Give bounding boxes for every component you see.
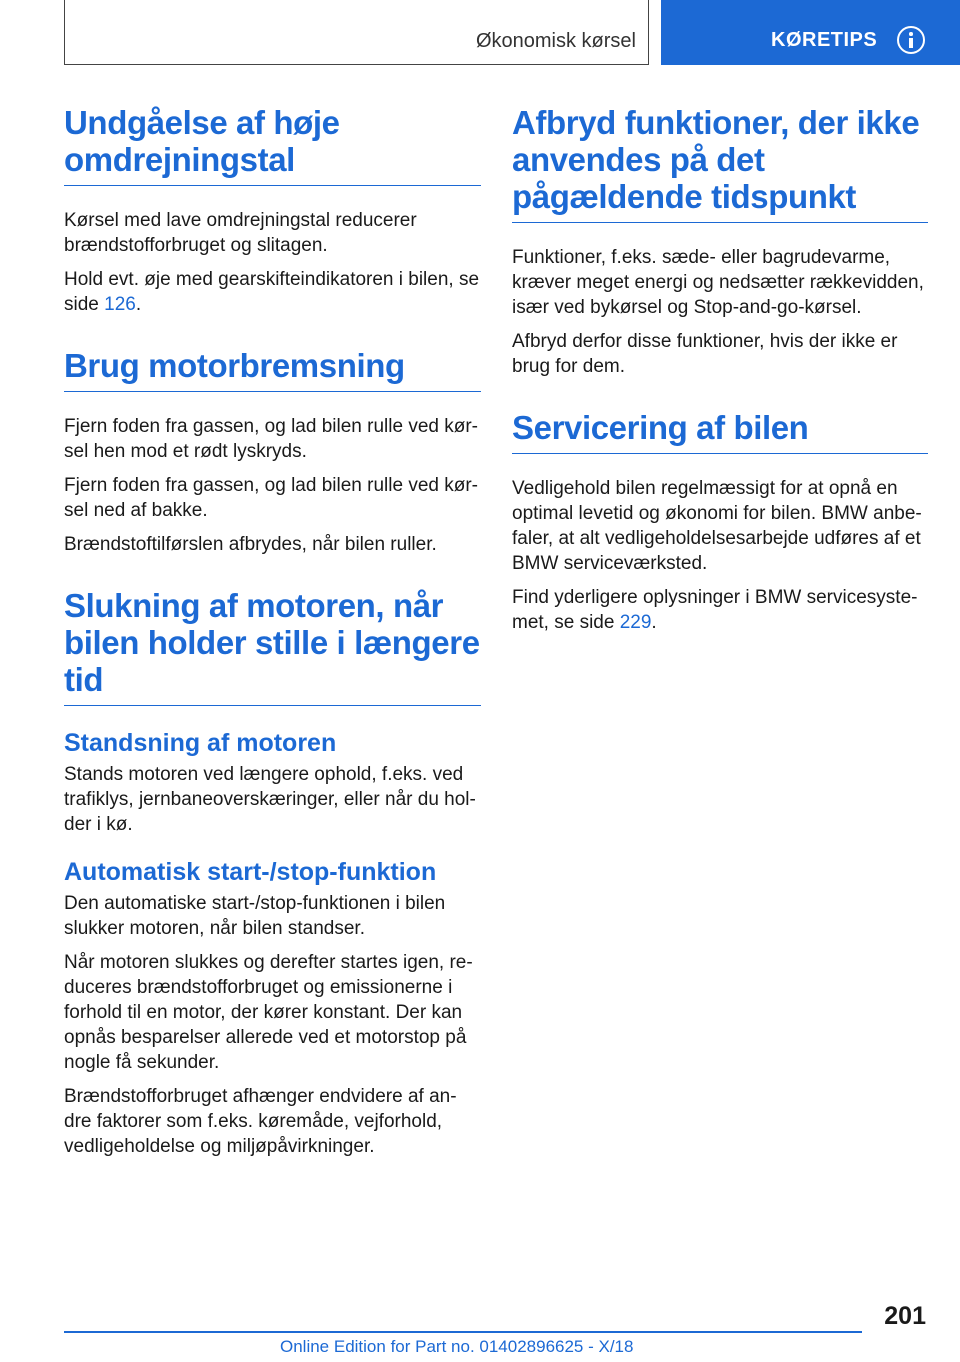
paragraph: Når motoren slukkes og derefter startes igen, re‐duceres brændstofforbruget og emissionerne i forhold til en motor, der kører konstant. Der kan opnås besparelser allerede ved et motorstop på nogle få sekunder. <box>64 952 473 1073</box>
page-number: 201 <box>884 1302 926 1330</box>
chapter-tab[interactable] <box>661 0 960 65</box>
right-column <box>512 104 928 644</box>
heading-avoid-high-rpm: Undgåelse af høje omdrejningstal <box>64 104 481 186</box>
text: Hold evt. øje med gearskifteindikatoren i bilen, se side <box>64 269 480 315</box>
page-link-126[interactable]: 126 <box>104 294 136 315</box>
info-icon <box>897 26 925 54</box>
text: Find yderligere oplysninger i BMW servicesyste‐met, se side <box>512 587 918 633</box>
paragraph: Kørsel med lave omdrejningstal reducerer brændstofforbruget og slitagen. <box>64 210 417 256</box>
paragraph: Brændstoftilførslen afbrydes, når bilen ruller. <box>64 534 437 555</box>
paragraph: Funktioner, f.eks. sæde- eller bagrudevarme, kræver meget energi og nedsætter rækkevidden, især ved bykørsel og Stop-and-go-kørsel. <box>512 247 924 318</box>
section-tab <box>64 0 649 65</box>
paragraph <box>512 585 928 635</box>
paragraph: Fjern foden fra gassen, og lad bilen rulle ved kør‐sel ned af bakke. <box>64 475 478 521</box>
chapter-title: KØRETIPS <box>771 29 878 51</box>
page-link-229[interactable]: 229 <box>619 612 652 633</box>
paragraph: Afbryd derfor disse funktioner, hvis der ikke er brug for dem. <box>512 331 898 377</box>
paragraph: Brændstofforbruget afhænger endvidere af an‐dre faktorer som f.eks. køremåde, vejforhold, vedligeholdelse og miljøpåvirkninger. <box>64 1086 457 1157</box>
paragraph: Den automatiske start-/stop-funktionen i bilen slukker motoren, når bilen standser. <box>64 893 446 939</box>
edition-note: Online Edition for Part no. 01402896625 - X/18 <box>280 1337 634 1356</box>
paragraph <box>64 267 481 317</box>
heading-switch-off-functions: Afbryd funktioner, der ikke anvendes på det pågældende tidspunkt <box>512 104 928 223</box>
paragraph: Fjern foden fra gassen, og lad bilen rulle ved kør‐sel hen mod et rødt lyskryds. <box>64 416 478 462</box>
paragraph: Vedligehold bilen regelmæssigt for at opnå en optimal levetid og økonomi for bilen. BMW anbe‐faler, at alt vedligeholdelsesarbejde udføres af et BMW serviceværksted. <box>512 478 922 574</box>
heading-vehicle-servicing: Servicering af bilen <box>512 409 928 454</box>
subheading-auto-start-stop: Automatisk start-/stop-funktion <box>64 858 437 886</box>
heading-engine-off-when-stopped: Slukning af motoren, når bilen holder stille i længere tid <box>64 587 481 706</box>
footer-divider <box>64 1331 862 1333</box>
heading-engine-braking: Brug motorbremsning <box>64 347 481 392</box>
text: . <box>651 612 657 633</box>
page-header <box>0 0 960 66</box>
text: . <box>135 294 142 315</box>
left-column <box>64 104 481 1168</box>
paragraph: Stands motoren ved længere ophold, f.eks. ved trafiklys, jernbaneoverskæringer, eller når du hol‐der i kø. <box>64 764 476 835</box>
section-title: Økonomisk kørsel <box>475 30 636 52</box>
subheading-stopping-engine: Standsning af motoren <box>64 729 337 757</box>
